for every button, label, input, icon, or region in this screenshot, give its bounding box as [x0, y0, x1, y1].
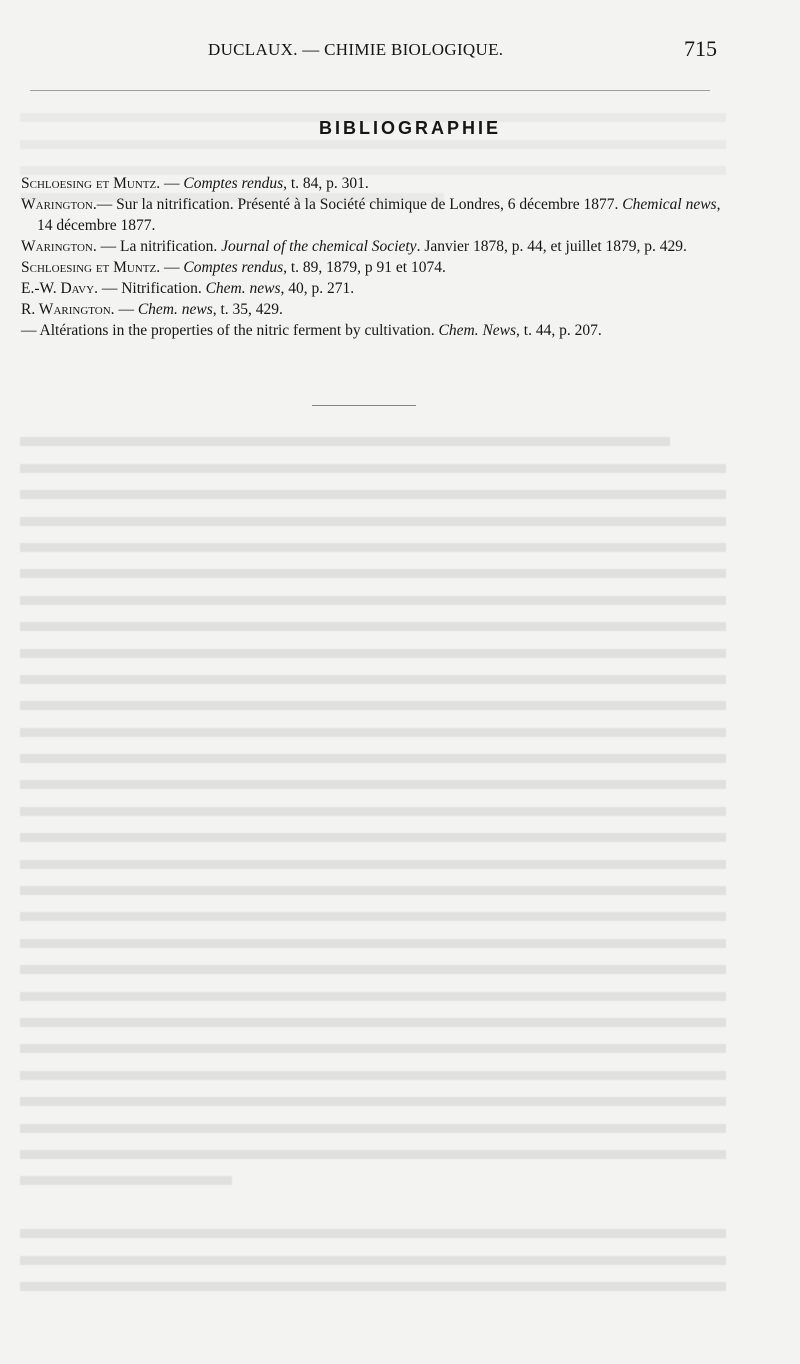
- page-number: 715: [684, 36, 717, 61]
- bibliography-entry: [21, 236, 729, 257]
- header-rule: [30, 90, 710, 91]
- entry-text: , t. 84, p. 301.: [283, 175, 369, 192]
- entry-text: —: [160, 259, 184, 276]
- section-heading: [0, 118, 800, 139]
- bleed-through-region-body: [20, 420, 726, 1320]
- entry-journal-title: Comptes rendus: [183, 175, 284, 192]
- running-head-title: DUCLAUX. — CHIMIE BIOLOGIQUE.: [208, 40, 504, 59]
- entry-text: , t. 35, 429.: [212, 301, 283, 318]
- entry-text: — Nitrification.: [97, 280, 206, 297]
- entry-text: — Sur la nitrification. Présenté à la Société chimique de Londres, 6 décembre 1877.: [96, 196, 623, 213]
- entry-author: E.-W. Davy.: [21, 280, 98, 297]
- bibliography-entry: [21, 299, 729, 320]
- section-heading-text: BIBLIOGRAPHIE: [318, 118, 501, 138]
- entry-text: , t. 89, 1879, p 91 et 1074.: [283, 259, 446, 276]
- entry-journal-title: Chemical news: [622, 196, 717, 213]
- entry-text: —: [160, 175, 184, 192]
- entry-text: — La nitrification.: [96, 238, 222, 255]
- entry-author: Warington.: [21, 196, 97, 213]
- entry-journal-title: Chem. news: [137, 301, 213, 318]
- bibliography-entry: [21, 194, 729, 236]
- entry-author: Warington.: [21, 238, 97, 255]
- bibliography-list: [21, 173, 729, 341]
- entry-journal-title: Chem. news: [205, 280, 281, 297]
- entry-text: — Altérations in the properties of the nitric ferment by cultivation.: [21, 322, 439, 339]
- entry-journal-title: Chem. News: [438, 322, 517, 339]
- running-head: [0, 36, 800, 66]
- entry-text: , 14 décembre 1877.: [37, 196, 721, 234]
- entry-text: —: [114, 301, 138, 318]
- section-divider: [312, 405, 416, 406]
- entry-author: R. Warington.: [21, 301, 115, 318]
- entry-text: . Janvier 1878, p. 44, et juillet 1879, p. 429.: [416, 238, 687, 255]
- entry-author: Schloesing et Muntz.: [21, 259, 161, 276]
- bibliography-entry: [21, 173, 729, 194]
- entry-text: , t. 44, p. 207.: [516, 322, 602, 339]
- entry-author: Schloesing et Muntz.: [21, 175, 161, 192]
- entry-journal-title: Comptes rendus: [183, 259, 284, 276]
- entry-journal-title: Journal of the chemical Society: [221, 238, 417, 255]
- bibliography-entry: [21, 278, 729, 299]
- entry-text: , 40, p. 271.: [280, 280, 355, 297]
- bibliography-entry: [21, 320, 729, 341]
- bibliography-entry: [21, 257, 729, 278]
